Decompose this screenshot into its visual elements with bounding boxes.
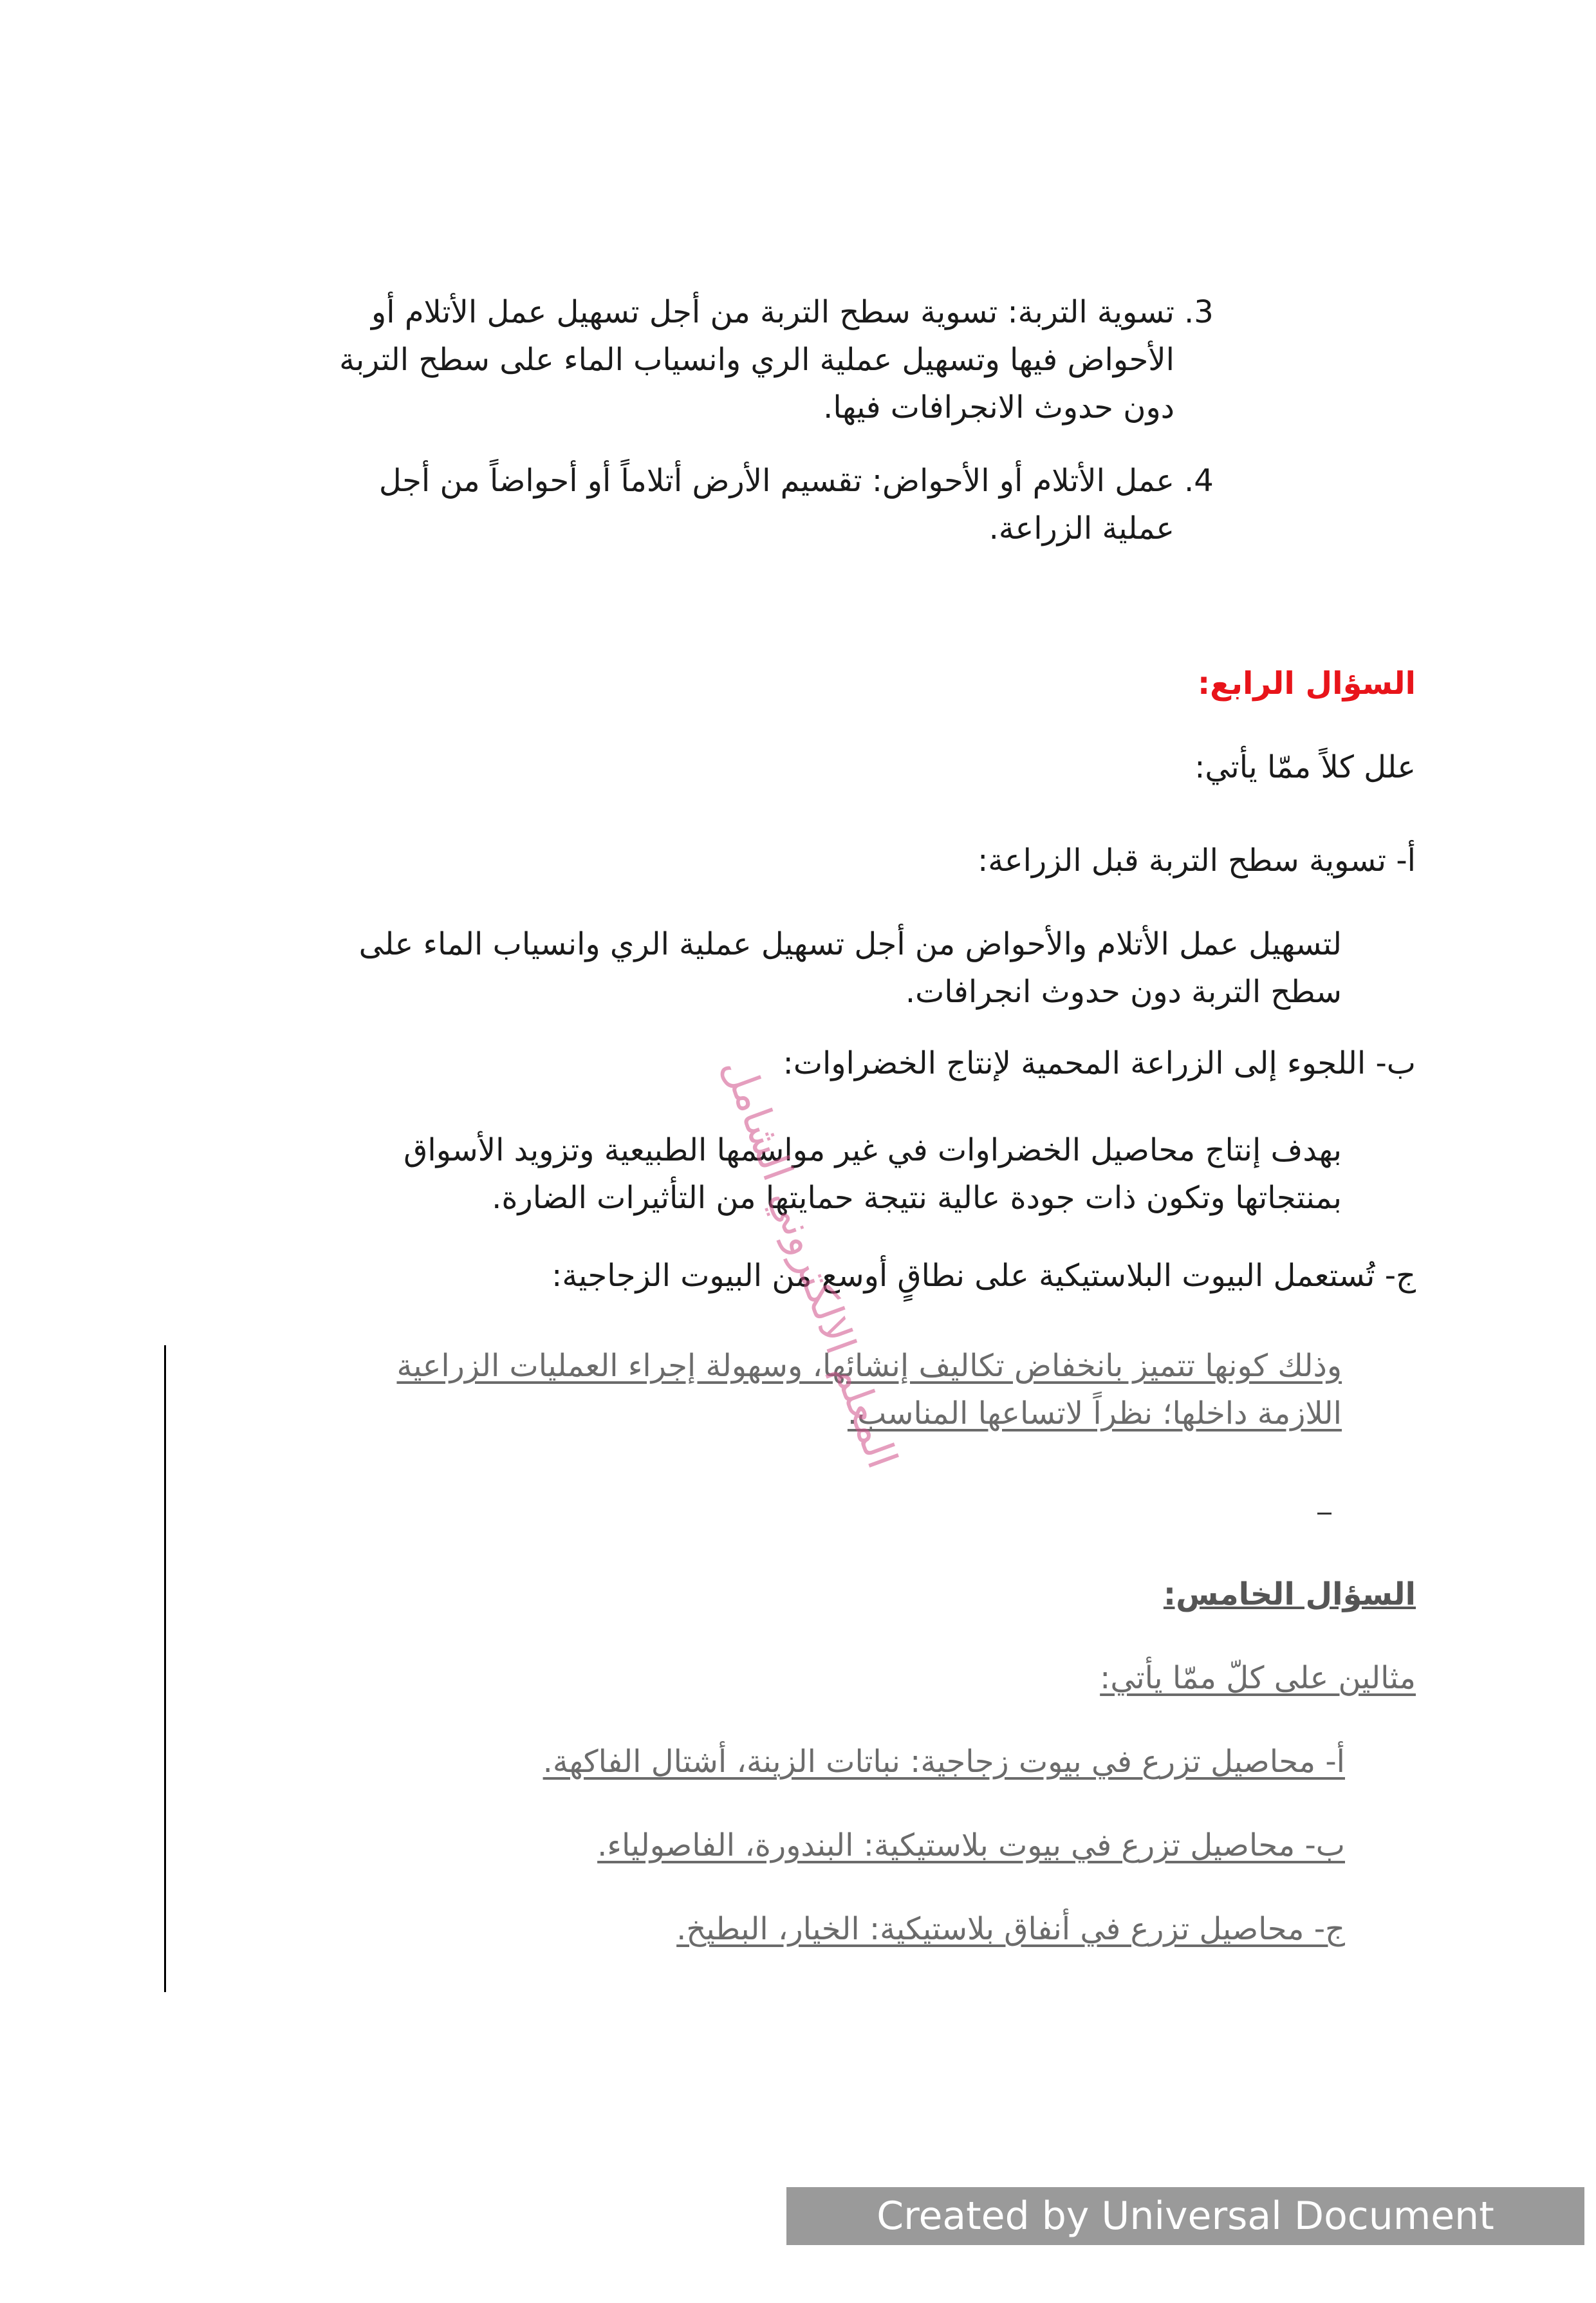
q4-c-title: ج- تُستعمل البيوت البلاستيكية على نطاقٍ أوسع من البيوت الزجاجية: [552,1258,1416,1294]
converter-footer: Created by Universal Document Converter [786,2187,1584,2245]
q4-a-answer [219,920,1342,1016]
stray-dash [1317,1513,1332,1515]
list-item-4 [225,457,1174,552]
q4-b-title: ب- اللجوء إلى الزراعة المحمية لإنتاج الخضراوات: [783,1045,1416,1081]
q5-item-c: ج- محاصيل تزرع في أنفاق بلاستيكية: الخيار، البطيخ. [676,1911,1345,1947]
q5-prompt: مثالين على كلّ ممّا يأتي: [1100,1660,1416,1696]
list-item-3-line-1: تسوية التربة: تسوية سطح التربة من أجل تسهيل عمل الأتلام أو [371,294,1174,330]
list-item-3 [225,288,1174,431]
q4-heading: السؤال الرابع: [1197,666,1416,702]
q4-b-answer-line-1: بهدف إنتاج محاصيل الخضراوات في غير مواسمها الطبيعية وتزويد الأسواق [404,1132,1342,1168]
q4-a-answer-line-1: لتسهيل عمل الأتلام والأحواض من أجل تسهيل عملية الري وانسياب الماء على [358,926,1342,962]
q5-heading: السؤال الخامس: [1163,1576,1416,1612]
q4-prompt: علل كلاً ممّا يأتي: [1194,749,1416,785]
q4-c-answer-line-2: اللازمة داخلها؛ نظراً لاتساعها المناسب. [847,1395,1342,1431]
q4-b-answer-line-2: بمنتجاتها وتكون ذات جودة عالية نتيجة حمايتها من التأثيرات الضارة. [492,1180,1342,1216]
q4-a-answer-line-2: سطح التربة دون حدوث انجرافات. [905,974,1342,1010]
q5-item-a: أ- محاصيل تزرع في بيوت زجاجية: نباتات الزينة، أشتال الفاكهة. [543,1744,1345,1780]
list-item-4-line-1: عمل الأتلام أو الأحواض: تقسيم الأرض أتلاماً أو أحواضاً من أجل [378,463,1174,499]
q4-c-answer [219,1342,1342,1437]
q5-item-b: ب- محاصيل تزرع في بيوت بلاستيكية: البندورة، الفاصولياء. [597,1827,1345,1863]
diagonal-watermark: المعلم الالكتروني الشامل [713,1052,906,1475]
list-number-4: .4 [1184,463,1214,499]
list-item-4-line-2: عملية الزراعة. [988,510,1174,546]
q4-c-answer-line-1: وذلك كونها تتميز بانخفاض تكاليف إنشائها، وسهولة إجراء العمليات الزراعية [396,1348,1342,1384]
list-item-3-line-2: الأحواض فيها وتسهيل عملية الري وانسياب الماء على سطح التربة [339,342,1174,378]
revision-margin-bar [164,1345,166,1992]
list-number-3: .3 [1184,294,1214,330]
q4-a-title: أ- تسوية سطح التربة قبل الزراعة: [978,843,1416,879]
list-item-3-line-3: دون حدوث الانجرافات فيها. [823,389,1174,425]
